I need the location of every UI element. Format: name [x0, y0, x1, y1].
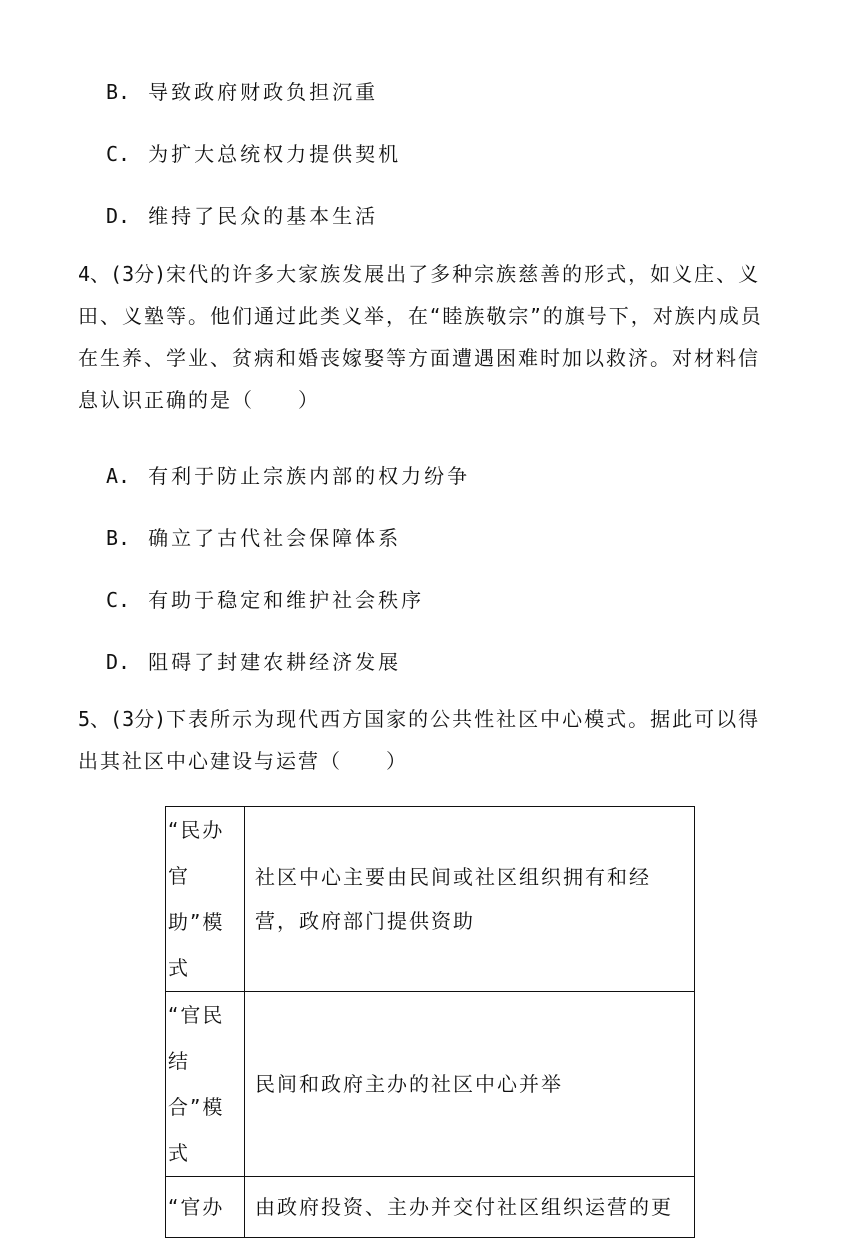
community-center-table	[165, 806, 695, 1238]
option-letter: D.	[106, 204, 131, 228]
q3-option-b[interactable]	[106, 76, 378, 105]
option-letter: A.	[106, 464, 131, 488]
table-row	[166, 807, 695, 992]
question-text: 宋代的许多大家族发展出了多种宗族慈善的形式，如义庄、义田、义塾等。他们通过此类义举，在“睦族敬宗”的旗号下，对族内成员在生养、学业、贫病和婚丧嫁娶等方面遭遇困难时加以救济。对材料信息认识正确的是（ ）	[78, 262, 763, 412]
q4-option-c[interactable]	[106, 584, 424, 613]
option-letter: C.	[106, 588, 131, 612]
option-text: 确立了古代社会保障体系	[148, 526, 402, 550]
option-text: 有利于防止宗族内部的权力纷争	[148, 464, 471, 488]
option-text: 为扩大总统权力提供契机	[148, 142, 402, 166]
option-letter: B.	[106, 526, 131, 550]
table-row	[166, 992, 695, 1177]
option-letter: D.	[106, 650, 131, 674]
question-number: 4、(3分)	[78, 262, 167, 286]
table-row	[166, 1177, 695, 1238]
q4-option-a[interactable]	[106, 460, 470, 489]
q4-option-b[interactable]	[106, 522, 401, 551]
question-5-stem	[78, 698, 778, 782]
mode-cell: “官办	[166, 1177, 245, 1238]
description-cell: 社区中心主要由民间或社区组织拥有和经营，政府部门提供资助	[245, 807, 695, 992]
description-cell: 由政府投资、主办并交付社区组织运营的更	[245, 1177, 695, 1238]
q4-option-d[interactable]	[106, 646, 401, 675]
question-number: 5、(3分)	[78, 707, 167, 731]
option-text: 有助于稳定和维护社会秩序	[148, 588, 425, 612]
mode-cell: “民办官助”模式	[166, 807, 245, 992]
option-letter: C.	[106, 142, 131, 166]
q3-option-c[interactable]	[106, 138, 401, 167]
option-letter: B.	[106, 80, 131, 104]
question-4-stem	[78, 253, 778, 421]
question-text: 下表所示为现代西方国家的公共性社区中心模式。据此可以得出其社区中心建设与运营（ ）	[78, 707, 761, 773]
q3-option-d[interactable]	[106, 200, 378, 229]
option-text: 阻碍了封建农耕经济发展	[148, 650, 402, 674]
mode-cell: “官民结合”模式	[166, 992, 245, 1177]
option-text: 导致政府财政负担沉重	[148, 80, 379, 104]
description-cell: 民间和政府主办的社区中心并举	[245, 992, 695, 1177]
option-text: 维持了民众的基本生活	[148, 204, 379, 228]
